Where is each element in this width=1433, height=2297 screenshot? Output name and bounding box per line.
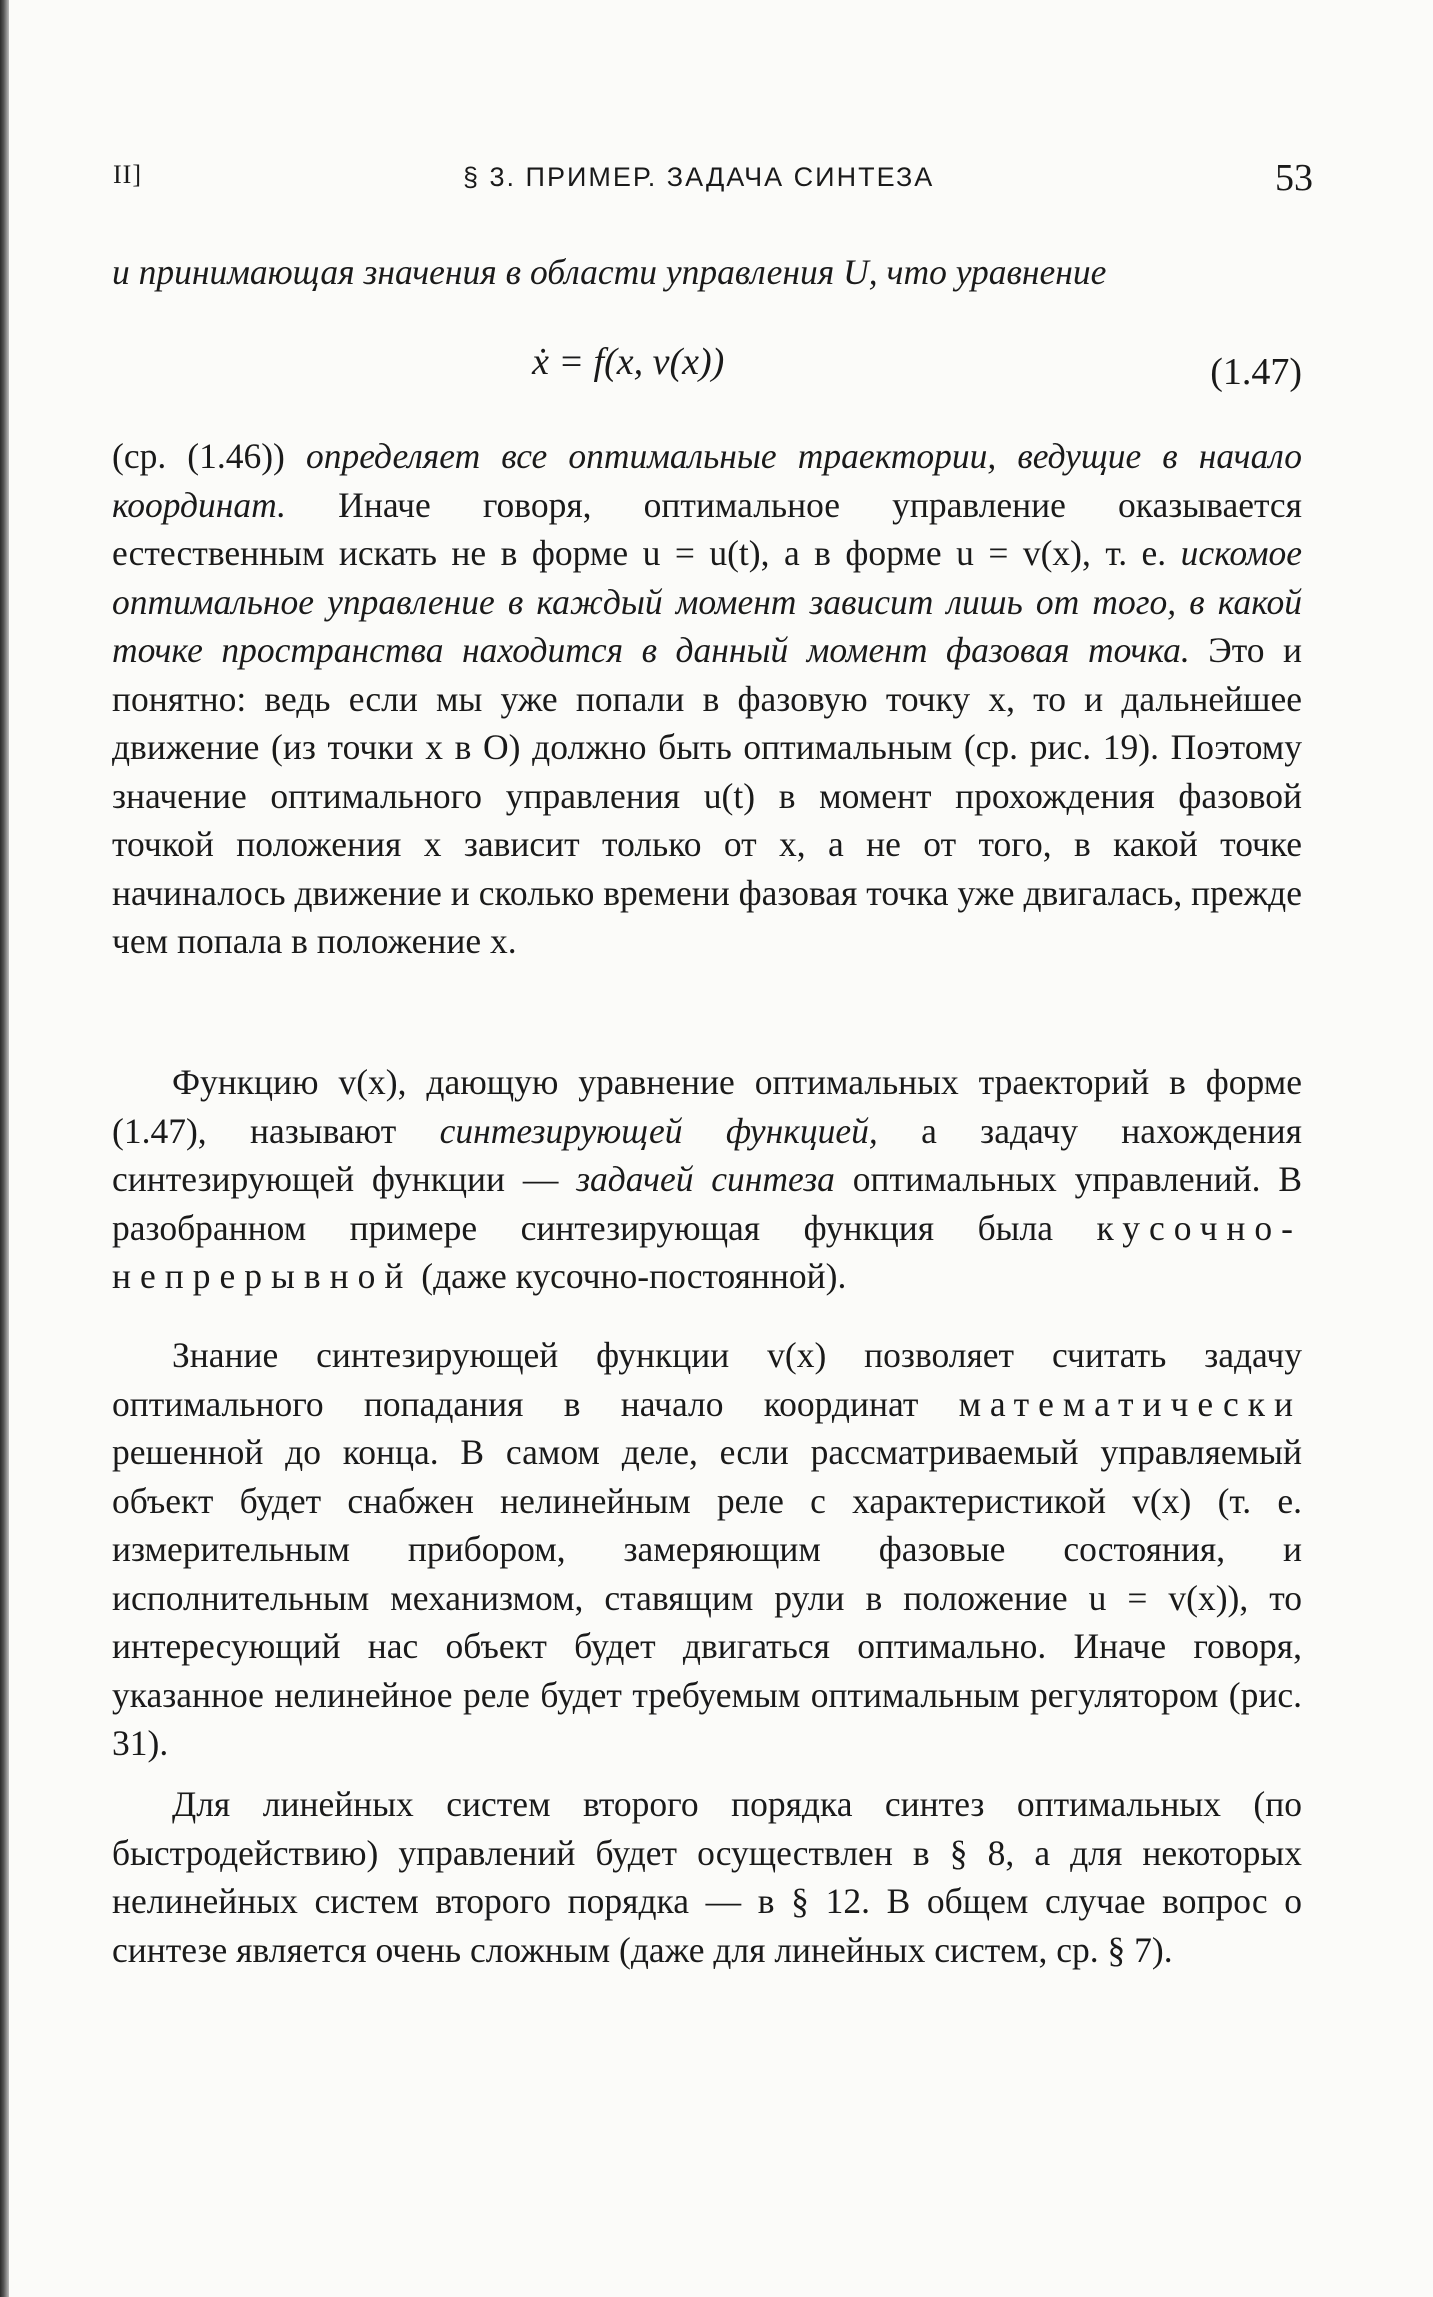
p2-spaced-term: кусочно-непрерывной (112, 1207, 1302, 1296)
p3-text-1: Знание синтезирующей функции v(x) позволяет считать задачу оптимального попадания в начало координат (112, 1335, 1302, 1424)
equation-number: (1.47) (1210, 351, 1302, 393)
paragraph-linear-systems: Для линейных систем второго порядка синтез оптимальных (по быстродействию) управлений будет осуществлен в § 8, а для некоторых нелинейных систем второго порядка — в § 12. В общем случае вопрос о синтезе является очень сложным (даже для линейных систем, ср. § 7). (112, 1784, 1302, 1970)
p2-emphasis-2: задачей синтеза (576, 1159, 835, 1199)
equation-1-47 (112, 340, 1302, 395)
p1-text-2: Иначе говоря, оптимальное управление оказывается естественным искать не в форме u = u(t), а в форме u = v(x), т. е. (112, 484, 1302, 573)
p2-text-4: (даже кусочно-постоянной). (412, 1256, 847, 1296)
p2-text-1: Функцию v(x), дающую уравнение оптимальных траекторий в форме (1.47), называют (112, 1062, 1302, 1151)
running-head (113, 157, 1313, 200)
p3-text-2: решенной до конца. В самом деле, если рассматриваемый управляемый объект будет снабжен нелинейным реле с характеристикой v(x) (т. е. измерительным прибором, замеряющим фазовые состояния, и исполнительным механизмом, ставящим рули в положение u = v(x)), то интересующий нас объект будет двигаться оптимально. Иначе говоря, указанное нелинейное реле будет требуемым оптимальным регулятором (рис. 31). (112, 1432, 1302, 1763)
p2-emphasis-1: синтезирующей функцией, (439, 1110, 878, 1151)
p1-emphasis-2: искомое оптимальное управление в каждый момент зависит лишь от того, в какой точке пространства находится в данный момент фазовая точка. (112, 533, 1302, 670)
p2-text-2: а задачу нахождения синтезирующей функции — (112, 1110, 1303, 1199)
chapter-number: II] (113, 160, 142, 189)
p1-emphasis-1: определяет все оптимальные траектории, ведущие в начало координат. (112, 436, 1302, 525)
paragraph-optimal-regulator (112, 1331, 1302, 1768)
paragraph-synthesizing-function (112, 1058, 1302, 1301)
p2-text-3: оптимальных управлений. В разобранном примере синтезирующая функция была (112, 1159, 1303, 1248)
p3-spaced-term: математически (958, 1383, 1302, 1424)
equation-formula: ẋ = f(x, v(x)) (532, 341, 725, 383)
page-number: 53 (1275, 157, 1313, 199)
scan-edge (0, 0, 9, 2297)
p1-text-1: (ср. (1.46)) (112, 436, 306, 476)
intro-line: и принимающая значения в области управления U, что уравнение (112, 252, 1107, 292)
section-title: § 3. ПРИМЕР. ЗАДАЧА СИНТЕЗА (463, 162, 935, 192)
paragraph-optimal-trajectories (112, 432, 1302, 966)
p1-text-3: Это и понятно: ведь если мы уже попали в фазовую точку x, то и дальнейшее движение (из точки x в O) должно быть оптимальным (ср. рис. 19). Поэтому значение оптимального управления u(t) в момент прохождения фазовой точкой положения x зависит только от x, а не от того, в какой точке начиналось движение и сколько времени фазовая точка уже двигалась, прежде чем попала в положение x. (112, 630, 1303, 961)
